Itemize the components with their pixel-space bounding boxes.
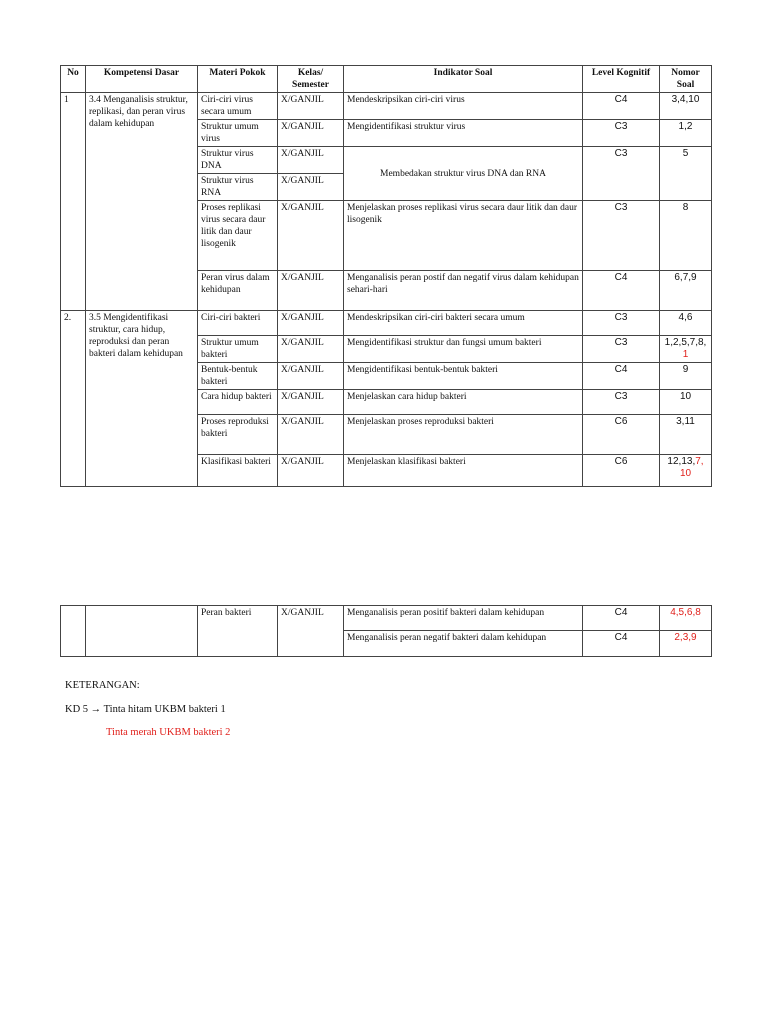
- arrow-right-icon: →: [90, 704, 102, 715]
- nomor-cell: 8: [660, 201, 712, 271]
- table-row: [61, 93, 712, 120]
- materi-cell: Peran bakteri: [198, 606, 278, 657]
- nomor-cell: [660, 455, 712, 487]
- header-indikator-soal: Indikator Soal: [344, 66, 583, 93]
- nomor-cell: 3,4,10: [660, 93, 712, 120]
- materi-cell: Ciri-ciri virus secara umum: [198, 93, 278, 120]
- level-cell: C4: [583, 93, 660, 120]
- kelas-cell: X/GANJIL: [278, 311, 344, 336]
- kelas-cell: X/GANJIL: [278, 271, 344, 311]
- kelas-cell: X/GANJIL: [278, 606, 344, 657]
- nomor-cell: 2,3,9: [660, 631, 712, 657]
- indikator-cell: Menjelaskan cara hidup bakteri: [344, 390, 583, 415]
- indikator-cell: Mengidentifikasi struktur virus: [344, 120, 583, 147]
- nomor-cell: 1,2: [660, 120, 712, 147]
- kd2-no: 2.: [61, 311, 86, 487]
- level-cell: C3: [583, 311, 660, 336]
- header-materi-pokok: Materi Pokok: [198, 66, 278, 93]
- level-cell: C3: [583, 147, 660, 201]
- level-cell: C3: [583, 201, 660, 271]
- level-cell: C4: [583, 271, 660, 311]
- kelas-cell: X/GANJIL: [278, 120, 344, 147]
- header-level-kognitif: Level Kognitif: [583, 66, 660, 93]
- level-cell: C3: [583, 336, 660, 363]
- materi-cell: Peran virus dalam kehidupan: [198, 271, 278, 311]
- nomor-red: 1: [682, 349, 689, 360]
- kelas-cell: X/GANJIL: [278, 455, 344, 487]
- level-cell: C6: [583, 415, 660, 455]
- keterangan-red-ink: Tinta merah UKBM bakteri 2: [106, 727, 231, 738]
- keterangan-title: KETERANGAN:: [65, 680, 140, 691]
- kisi-kisi-table: [60, 65, 712, 487]
- header-no: No: [61, 66, 86, 93]
- nomor-cell: 6,7,9: [660, 271, 712, 311]
- kd2-kompetensi: 3.5 Mengidentifikasi struktur, cara hidup, reproduksi dan peran bakteri dalam kehidupan: [86, 311, 198, 487]
- indikator-cell: Menjelaskan proses reproduksi bakteri: [344, 415, 583, 455]
- kd1-no: 1: [61, 93, 86, 311]
- nomor-cell: 3,11: [660, 415, 712, 455]
- header-nomor-soal: Nomor Soal: [660, 66, 712, 93]
- materi-cell: Bentuk-bentuk bakteri: [198, 363, 278, 390]
- indikator-cell: Menjelaskan klasifikasi bakteri: [344, 455, 583, 487]
- nomor-cell: 4,5,6,8: [660, 606, 712, 631]
- indikator-cell: Mendeskripsikan ciri-ciri virus: [344, 93, 583, 120]
- materi-cell: Struktur umum bakteri: [198, 336, 278, 363]
- kelas-cell: X/GANJIL: [278, 147, 344, 174]
- table-row: [61, 311, 712, 336]
- nomor-cell: 10: [660, 390, 712, 415]
- materi-cell: Struktur umum virus: [198, 120, 278, 147]
- header-row: [61, 66, 712, 93]
- indikator-cell: Mengidentifikasi bentuk-bentuk bakteri: [344, 363, 583, 390]
- empty-no-cell: [61, 606, 86, 657]
- materi-cell: Cara hidup bakteri: [198, 390, 278, 415]
- indikator-cell: Menganalisis peran positif bakteri dalam kehidupan: [344, 606, 583, 631]
- materi-cell: Proses replikasi virus secara daur litik dan daur lisogenik: [198, 201, 278, 271]
- nomor-cell: 9: [660, 363, 712, 390]
- indikator-cell: Menganalisis peran negatif bakteri dalam kehidupan: [344, 631, 583, 657]
- kelas-cell: X/GANJIL: [278, 415, 344, 455]
- level-cell: C3: [583, 390, 660, 415]
- peran-bakteri-table: [60, 605, 712, 657]
- kelas-cell: X/GANJIL: [278, 363, 344, 390]
- materi-cell: Ciri-ciri bakteri: [198, 311, 278, 336]
- nomor-cell: [660, 336, 712, 363]
- keterangan-line1: [65, 704, 226, 715]
- materi-cell: Klasifikasi bakteri: [198, 455, 278, 487]
- kelas-cell: X/GANJIL: [278, 174, 344, 201]
- header-kelas-semester: Kelas/ Semester: [278, 66, 344, 93]
- nomor-cell: 5: [660, 147, 712, 201]
- materi-cell: Struktur virus RNA: [198, 174, 278, 201]
- kd1-kompetensi: 3.4 Menganalisis struktur, replikasi, dan peran virus dalam kehidupan: [86, 93, 198, 311]
- nomor-black: 12,13,: [667, 456, 696, 467]
- indikator-cell: Menganalisis peran postif dan negatif virus dalam kehidupan sehari-hari: [344, 271, 583, 311]
- materi-cell: Proses reproduksi bakteri: [198, 415, 278, 455]
- kd5-label: KD 5: [65, 704, 89, 715]
- header-kompetensi-dasar: Kompetensi Dasar: [86, 66, 198, 93]
- indikator-cell: Membedakan struktur virus DNA dan RNA: [344, 147, 583, 201]
- level-cell: C4: [583, 631, 660, 657]
- materi-cell: Struktur virus DNA: [198, 147, 278, 174]
- kelas-cell: X/GANJIL: [278, 336, 344, 363]
- nomor-black: 1,2,5,7,8,: [664, 337, 707, 348]
- kelas-cell: X/GANJIL: [278, 93, 344, 120]
- indikator-cell: Mendeskripsikan ciri-ciri bakteri secara umum: [344, 311, 583, 336]
- level-cell: C4: [583, 363, 660, 390]
- nomor-cell: 4,6: [660, 311, 712, 336]
- table-row: [61, 606, 712, 631]
- level-cell: C3: [583, 120, 660, 147]
- indikator-cell: Mengidentifikasi struktur dan fungsi umum bakteri: [344, 336, 583, 363]
- level-cell: C4: [583, 606, 660, 631]
- empty-kd-cell: [86, 606, 198, 657]
- keterangan-black-ink: Tinta hitam UKBM bakteri 1: [103, 704, 226, 715]
- kelas-cell: X/GANJIL: [278, 201, 344, 271]
- kelas-cell: X/GANJIL: [278, 390, 344, 415]
- nomor-red: 7, 10: [679, 456, 704, 479]
- indikator-cell: Menjelaskan proses replikasi virus secara daur litik dan daur lisogenik: [344, 201, 583, 271]
- level-cell: C6: [583, 455, 660, 487]
